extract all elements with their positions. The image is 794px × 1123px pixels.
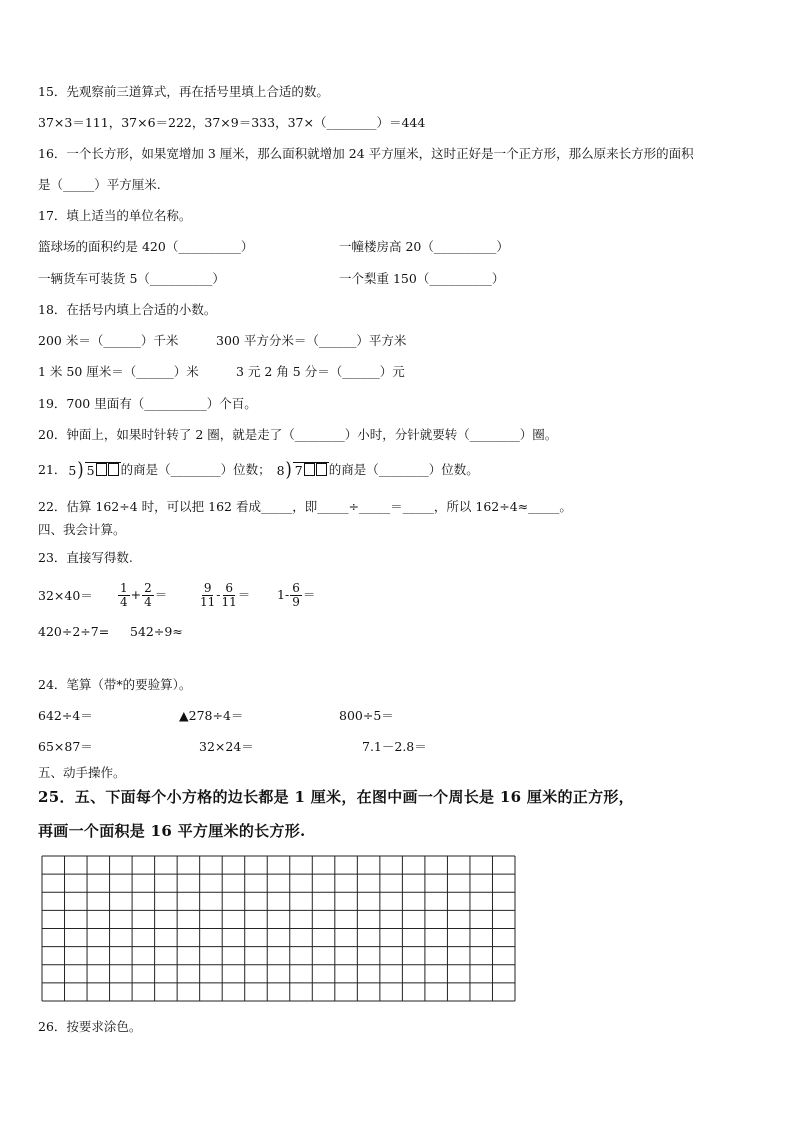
q23-title: 23．直接写得数. [38, 550, 133, 565]
digit-box [304, 463, 315, 476]
q15-expression: 37×3＝111，37×6＝222，37×9＝333，37×（________）＝444 [38, 115, 426, 130]
q24-item-a: 642÷4＝ [38, 708, 93, 723]
q23-expr-1: 32×40＝ [38, 588, 93, 603]
q17-title: 17．填上适当的单位名称。 [38, 208, 192, 223]
q18-item-a: 200 米＝（______）千米 [38, 333, 179, 348]
q17-item-d: 一个梨重 150（__________） [339, 271, 505, 286]
q23-expr-4: 1- $\frac{6}{9}$ ＝ [277, 581, 316, 609]
section-5-heading: 五、动手操作。 [38, 765, 126, 780]
q25-line1: 25．五、下面每个小方格的边长都是 1 厘米，在图中画一个周长是 16 厘米的正方形， [38, 788, 634, 806]
square-grid [41, 855, 516, 1002]
digit-box [108, 463, 119, 476]
q18-item-b: 300 平方分米＝（______）平方米 [216, 333, 407, 348]
q21-number: 21． [38, 462, 67, 477]
q17-item-c: 一辆货车可装货 5（__________） [38, 271, 225, 286]
q21 [38, 458, 479, 482]
digit-box [96, 463, 107, 476]
q19: 19．700 里面有（__________）个百。 [38, 396, 257, 411]
q15-title: 15．先观察前三道算式，再在括号里填上合适的数。 [38, 84, 329, 99]
q16-line2: 是（_____）平方厘米. [38, 177, 161, 192]
long-division-1: 5) 5 [66, 459, 120, 483]
q25-line2: 再画一个面积是 16 平方厘米的长方形. [38, 822, 306, 840]
q23-expr-6: 542÷9≈ [130, 624, 183, 639]
q20: 20．钟面上，如果时针转了 2 圈，就是走了（________）小时，分针就要转（________）圈。 [38, 427, 558, 442]
long-division-2: 8) 7 [275, 459, 329, 483]
q17-item-a: 篮球场的面积约是 420（__________） [38, 239, 254, 254]
section-4-heading: 四、我会计算。 [38, 522, 126, 537]
q24-item-b: ▲278÷4＝ [179, 708, 244, 723]
q22: 22．估算 162÷4 时，可以把 162 看成_____，即_____÷_____＝_____，所以 162÷4≈_____。 [38, 499, 572, 514]
q18-title: 18．在括号内填上合适的小数。 [38, 302, 217, 317]
q26: 26．按要求涂色。 [38, 1019, 142, 1034]
q23-expr-2: $\frac{1}{4}$ + $\frac{2}{4}$ ＝ [120, 581, 168, 609]
q24-item-c: 800÷5＝ [339, 708, 394, 723]
q21-text-1: 的商是（________）位数； [120, 462, 271, 477]
q21-text-2: 的商是（________）位数。 [328, 462, 479, 477]
q23-expr-5: 420÷2÷7= [38, 624, 110, 639]
q16-line1: 16．一个长方形，如果宽增加 3 厘米，那么面积就增加 24 平方厘米，这时正好是一个正方形，那么原来长方形的面积 [38, 146, 694, 161]
q24-item-f: 7.1－2.8＝ [362, 739, 427, 754]
q17-item-b: 一幢楼房高 20（__________） [339, 239, 509, 254]
q18-item-d: 3 元 2 角 5 分＝（______）元 [236, 364, 405, 379]
q24-item-e: 32×24＝ [199, 739, 254, 754]
digit-box [316, 463, 327, 476]
q24-title: 24．笔算（带*的要验算）。 [38, 677, 192, 692]
q24-item-d: 65×87＝ [38, 739, 93, 754]
q23-expr-3: $\frac{9}{11}$ - $\frac{6}{11}$ ＝ [200, 581, 251, 609]
q18-item-c: 1 米 50 厘米＝（______）米 [38, 364, 199, 379]
